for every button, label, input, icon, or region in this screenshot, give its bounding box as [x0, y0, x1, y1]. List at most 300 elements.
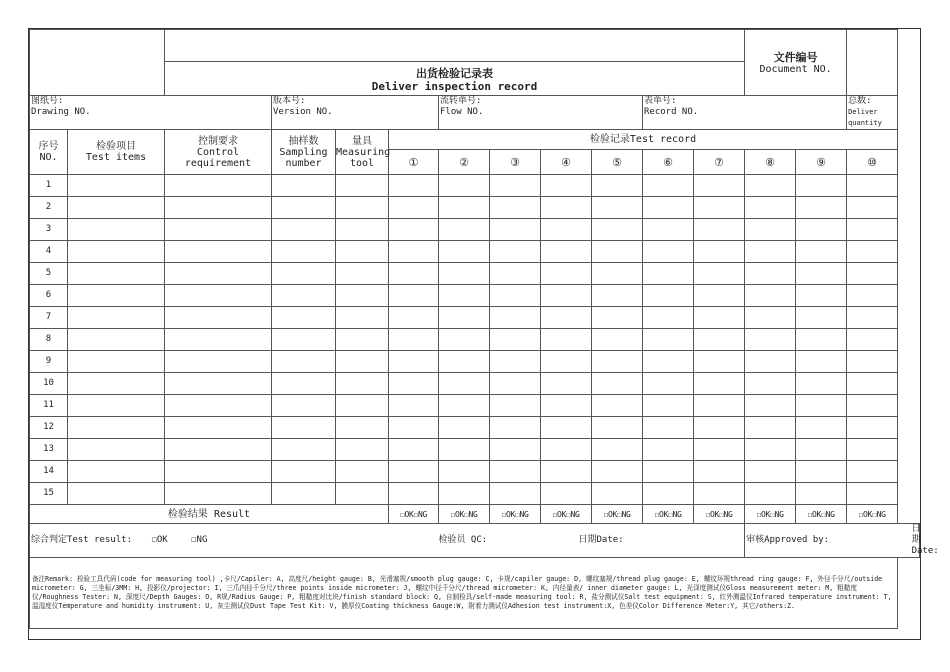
result-row — [30, 505, 920, 524]
table-cell[interactable] — [643, 395, 694, 417]
table-cell[interactable] — [389, 373, 439, 395]
deliver-qty-field[interactable] — [847, 96, 898, 130]
table-cell[interactable] — [165, 241, 272, 263]
table-cell[interactable] — [165, 175, 272, 197]
form-title — [165, 62, 745, 96]
table-cell[interactable] — [165, 439, 272, 461]
result-ok-ng-checkbox[interactable]: ☐OK☐NG — [847, 505, 898, 524]
flow-cn: 流转单号: — [440, 96, 482, 106]
table-cell[interactable] — [847, 373, 898, 395]
table-cell[interactable] — [796, 461, 847, 483]
table-cell[interactable] — [439, 175, 490, 197]
col-seq — [30, 130, 68, 175]
test-result-ok-checkbox[interactable]: ☐OK — [151, 535, 168, 545]
title-en: Deliver inspection record — [371, 80, 538, 93]
table-cell[interactable] — [490, 439, 541, 461]
table-cell[interactable] — [336, 263, 389, 285]
item-en: Test items — [85, 152, 147, 163]
table-cell[interactable] — [439, 219, 490, 241]
table-cell[interactable] — [745, 219, 796, 241]
table-cell[interactable] — [272, 219, 336, 241]
table-cell[interactable] — [796, 351, 847, 373]
title-cn: 出货检验记录表 — [416, 67, 494, 80]
table-cell[interactable] — [592, 373, 643, 395]
table-cell[interactable] — [643, 373, 694, 395]
table-cell[interactable] — [272, 351, 336, 373]
table-cell[interactable] — [439, 197, 490, 219]
result-ok-ng-checkbox[interactable]: ☐OK☐NG — [541, 505, 592, 524]
table-cell[interactable] — [745, 351, 796, 373]
table-row — [30, 263, 920, 285]
table-cell[interactable] — [272, 483, 336, 505]
table-cell[interactable] — [68, 263, 165, 285]
table-cell[interactable] — [165, 285, 272, 307]
table-cell[interactable] — [336, 483, 389, 505]
table-cell[interactable] — [490, 175, 541, 197]
flow-no-field[interactable] — [439, 96, 643, 130]
record-col-8: ⑧ — [745, 150, 796, 175]
table-cell[interactable] — [847, 439, 898, 461]
table-cell[interactable] — [336, 219, 389, 241]
table-cell[interactable] — [694, 373, 745, 395]
table-cell[interactable] — [336, 241, 389, 263]
table-cell[interactable] — [389, 219, 439, 241]
seq-en: NO. — [39, 152, 58, 163]
table-cell[interactable] — [745, 439, 796, 461]
table-cell[interactable] — [694, 439, 745, 461]
table-row — [30, 351, 920, 373]
table-cell[interactable] — [68, 197, 165, 219]
table-cell[interactable] — [796, 219, 847, 241]
table-cell[interactable] — [389, 285, 439, 307]
table-cell[interactable] — [389, 263, 439, 285]
table-cell[interactable] — [694, 219, 745, 241]
table-row — [30, 241, 920, 263]
table-cell[interactable] — [272, 373, 336, 395]
table-row — [30, 439, 920, 461]
table-cell[interactable] — [541, 373, 592, 395]
doc-no-label — [745, 30, 847, 96]
table-cell[interactable] — [336, 439, 389, 461]
table-cell[interactable] — [745, 307, 796, 329]
table-cell[interactable] — [592, 263, 643, 285]
table-cell[interactable] — [490, 307, 541, 329]
drawing-cn: 图纸号: — [31, 96, 64, 106]
table-cell[interactable] — [272, 417, 336, 439]
row-number: 2 — [30, 197, 68, 219]
table-row — [30, 461, 920, 483]
table-cell[interactable] — [439, 307, 490, 329]
table-cell[interactable] — [745, 373, 796, 395]
table-cell[interactable] — [336, 329, 389, 351]
req-cn: 控制要求 — [198, 135, 238, 147]
row-number: 9 — [30, 351, 68, 373]
table-cell[interactable] — [389, 351, 439, 373]
table-cell[interactable] — [745, 417, 796, 439]
table-cell[interactable] — [796, 417, 847, 439]
table-cell[interactable] — [643, 307, 694, 329]
table-cell[interactable] — [389, 307, 439, 329]
table-cell[interactable] — [389, 483, 439, 505]
table-cell[interactable] — [68, 461, 165, 483]
table-row — [30, 219, 920, 241]
table-cell[interactable] — [694, 483, 745, 505]
table-cell[interactable] — [336, 351, 389, 373]
table-cell[interactable] — [336, 285, 389, 307]
row-number: 15 — [30, 483, 68, 505]
table-cell[interactable] — [272, 461, 336, 483]
req-en2: requirement — [184, 157, 252, 169]
table-cell[interactable] — [68, 439, 165, 461]
seq-cn: 序号 — [38, 141, 59, 152]
table-cell[interactable] — [490, 483, 541, 505]
table-cell[interactable] — [694, 285, 745, 307]
table-cell[interactable] — [592, 439, 643, 461]
result-ok-ng-checkbox[interactable]: ☐OK☐NG — [490, 505, 541, 524]
table-cell[interactable] — [439, 351, 490, 373]
table-cell[interactable] — [336, 417, 389, 439]
table-cell[interactable] — [847, 351, 898, 373]
table-cell[interactable] — [592, 197, 643, 219]
item-cn: 检验项目 — [96, 141, 136, 152]
table-cell[interactable] — [272, 263, 336, 285]
table-cell[interactable] — [165, 417, 272, 439]
table-cell[interactable] — [796, 197, 847, 219]
header-top-cell — [165, 30, 745, 62]
table-row — [30, 285, 920, 307]
table-cell[interactable] — [541, 461, 592, 483]
table-cell[interactable] — [336, 395, 389, 417]
table-cell[interactable] — [745, 263, 796, 285]
table-cell[interactable] — [643, 285, 694, 307]
inspection-table — [29, 29, 939, 629]
record-col-3: ③ — [490, 150, 541, 175]
test-result-ng-checkbox[interactable]: ☐NG — [191, 535, 208, 545]
table-cell[interactable] — [541, 351, 592, 373]
col-measuring-tool — [336, 130, 389, 175]
table-cell[interactable] — [694, 263, 745, 285]
table-cell[interactable] — [796, 263, 847, 285]
table-cell[interactable] — [541, 263, 592, 285]
table-cell[interactable] — [541, 175, 592, 197]
table-cell[interactable] — [592, 417, 643, 439]
sample-en2: number — [285, 157, 322, 169]
table-cell[interactable] — [592, 483, 643, 505]
table-cell[interactable] — [592, 175, 643, 197]
table-cell[interactable] — [541, 241, 592, 263]
test-record-header: 检验记录Test record — [389, 130, 898, 150]
row-number: 14 — [30, 461, 68, 483]
row-number: 11 — [30, 395, 68, 417]
result-ok-ng-checkbox[interactable]: ☐OK☐NG — [643, 505, 694, 524]
table-cell[interactable] — [68, 483, 165, 505]
table-cell[interactable] — [439, 439, 490, 461]
table-cell[interactable] — [165, 263, 272, 285]
record-col-7: ⑦ — [694, 150, 745, 175]
table-cell[interactable] — [389, 461, 439, 483]
table-cell[interactable] — [490, 197, 541, 219]
version-no-field[interactable] — [272, 96, 439, 130]
table-row — [30, 307, 920, 329]
result-ok-ng-checkbox[interactable]: ☐OK☐NG — [592, 505, 643, 524]
table-cell[interactable] — [68, 417, 165, 439]
table-cell[interactable] — [439, 263, 490, 285]
table-cell[interactable] — [592, 329, 643, 351]
table-cell[interactable] — [796, 439, 847, 461]
table-cell[interactable] — [745, 241, 796, 263]
table-cell[interactable] — [439, 395, 490, 417]
table-cell[interactable] — [796, 307, 847, 329]
table-cell[interactable] — [272, 197, 336, 219]
inspector-cell[interactable] — [439, 524, 541, 558]
table-cell[interactable] — [643, 263, 694, 285]
table-cell[interactable] — [272, 241, 336, 263]
record-no-field[interactable] — [643, 96, 847, 130]
row-number: 13 — [30, 439, 68, 461]
table-cell[interactable] — [592, 219, 643, 241]
table-cell[interactable] — [490, 219, 541, 241]
table-cell[interactable] — [643, 439, 694, 461]
table-cell[interactable] — [847, 329, 898, 351]
result-ok-ng-checkbox[interactable]: ☐OK☐NG — [389, 505, 439, 524]
result-ok-ng-checkbox[interactable]: ☐OK☐NG — [745, 505, 796, 524]
row-number: 1 — [30, 175, 68, 197]
table-cell[interactable] — [796, 241, 847, 263]
table-row — [30, 395, 920, 417]
table-cell[interactable] — [796, 373, 847, 395]
table-cell[interactable] — [389, 241, 439, 263]
table-cell[interactable] — [68, 175, 165, 197]
result-label: 检验结果 Result — [30, 505, 389, 524]
table-cell[interactable] — [847, 197, 898, 219]
table-cell[interactable] — [490, 417, 541, 439]
version-cn: 版本号: — [273, 96, 306, 106]
table-cell[interactable] — [847, 417, 898, 439]
table-cell[interactable] — [272, 329, 336, 351]
table-row — [30, 373, 920, 395]
table-cell[interactable] — [643, 461, 694, 483]
table-cell[interactable] — [847, 483, 898, 505]
table-cell[interactable] — [592, 351, 643, 373]
record-en: Record NO. — [644, 107, 699, 117]
table-cell[interactable] — [336, 175, 389, 197]
table-cell[interactable] — [541, 307, 592, 329]
table-cell[interactable] — [272, 395, 336, 417]
table-cell[interactable] — [745, 461, 796, 483]
table-cell[interactable] — [541, 395, 592, 417]
table-cell[interactable] — [694, 307, 745, 329]
record-cn: 表单号: — [644, 96, 677, 106]
table-cell[interactable] — [439, 461, 490, 483]
table-cell[interactable] — [439, 373, 490, 395]
table-cell[interactable] — [592, 461, 643, 483]
row-number: 6 — [30, 285, 68, 307]
table-cell[interactable] — [694, 241, 745, 263]
table-cell[interactable] — [165, 395, 272, 417]
table-cell[interactable] — [490, 329, 541, 351]
approved-label: 审核Approved by: — [746, 535, 830, 545]
table-cell[interactable] — [490, 461, 541, 483]
table-cell[interactable] — [643, 175, 694, 197]
table-cell[interactable] — [745, 285, 796, 307]
table-cell[interactable] — [694, 175, 745, 197]
table-cell[interactable] — [694, 351, 745, 373]
date2-cell[interactable] — [898, 524, 939, 558]
table-cell[interactable] — [796, 285, 847, 307]
drawing-no-field[interactable] — [30, 96, 272, 130]
table-cell[interactable] — [336, 197, 389, 219]
table-cell[interactable] — [541, 285, 592, 307]
result-ok-ng-checkbox[interactable]: ☐OK☐NG — [439, 505, 490, 524]
table-cell[interactable] — [592, 395, 643, 417]
col-test-items — [68, 130, 165, 175]
table-cell[interactable] — [272, 307, 336, 329]
table-cell[interactable] — [541, 197, 592, 219]
sample-en1: Sampling — [279, 146, 328, 158]
table-cell[interactable] — [439, 417, 490, 439]
table-cell[interactable] — [336, 461, 389, 483]
record-col-10: ⑩ — [847, 150, 898, 175]
table-cell[interactable] — [694, 417, 745, 439]
table-cell[interactable] — [490, 351, 541, 373]
doc-no-value[interactable] — [847, 30, 898, 96]
table-cell[interactable] — [272, 439, 336, 461]
record-col-9: ⑨ — [796, 150, 847, 175]
table-cell[interactable] — [643, 417, 694, 439]
table-cell[interactable] — [592, 307, 643, 329]
test-result-cell — [30, 524, 439, 558]
table-cell[interactable] — [336, 307, 389, 329]
table-cell[interactable] — [847, 175, 898, 197]
table-cell[interactable] — [389, 395, 439, 417]
result-ok-ng-checkbox[interactable]: ☐OK☐NG — [796, 505, 847, 524]
table-cell[interactable] — [389, 197, 439, 219]
col-sampling — [272, 130, 336, 175]
table-cell[interactable] — [796, 329, 847, 351]
table-cell[interactable] — [165, 307, 272, 329]
table-cell[interactable] — [643, 219, 694, 241]
date2-label: 日期Date: — [911, 524, 939, 556]
table-cell[interactable] — [643, 329, 694, 351]
table-cell[interactable] — [490, 395, 541, 417]
table-cell[interactable] — [541, 219, 592, 241]
table-cell[interactable] — [643, 351, 694, 373]
table-cell[interactable] — [847, 285, 898, 307]
table-cell[interactable] — [592, 285, 643, 307]
table-cell[interactable] — [490, 263, 541, 285]
table-cell[interactable] — [541, 329, 592, 351]
table-cell[interactable] — [745, 175, 796, 197]
table-cell[interactable] — [389, 417, 439, 439]
table-cell[interactable] — [165, 351, 272, 373]
doc-no-cn: 文件编号 — [773, 50, 818, 64]
table-cell[interactable] — [745, 329, 796, 351]
table-cell[interactable] — [643, 483, 694, 505]
table-cell[interactable] — [643, 241, 694, 263]
table-cell[interactable] — [68, 329, 165, 351]
table-cell[interactable] — [796, 395, 847, 417]
table-cell[interactable] — [490, 285, 541, 307]
table-row — [30, 197, 920, 219]
record-col-1: ① — [389, 150, 439, 175]
footer-row — [30, 524, 920, 558]
date1-cell[interactable] — [541, 524, 745, 558]
table-cell[interactable] — [439, 285, 490, 307]
inspection-form — [28, 28, 939, 640]
table-cell[interactable] — [745, 483, 796, 505]
logo-cell — [30, 30, 165, 96]
table-cell[interactable] — [389, 175, 439, 197]
table-cell[interactable] — [165, 329, 272, 351]
table-cell[interactable] — [541, 439, 592, 461]
table-cell[interactable] — [490, 373, 541, 395]
table-cell[interactable] — [68, 285, 165, 307]
table-cell[interactable] — [68, 241, 165, 263]
row-number: 3 — [30, 219, 68, 241]
table-cell[interactable] — [592, 241, 643, 263]
total-cn: 总数: — [848, 96, 872, 106]
date1-label: 日期Date: — [578, 535, 624, 545]
table-cell[interactable] — [272, 175, 336, 197]
table-cell[interactable] — [694, 461, 745, 483]
table-cell[interactable] — [68, 395, 165, 417]
table-cell[interactable] — [68, 351, 165, 373]
table-cell[interactable] — [439, 483, 490, 505]
result-ok-ng-checkbox[interactable]: ☐OK☐NG — [694, 505, 745, 524]
data-rows — [30, 175, 920, 505]
table-cell[interactable] — [68, 219, 165, 241]
table-cell[interactable] — [389, 329, 439, 351]
table-cell[interactable] — [439, 241, 490, 263]
table-cell[interactable] — [694, 197, 745, 219]
table-cell[interactable] — [165, 219, 272, 241]
table-cell[interactable] — [336, 373, 389, 395]
table-cell[interactable] — [643, 197, 694, 219]
approved-cell[interactable] — [745, 524, 898, 558]
table-cell[interactable] — [165, 461, 272, 483]
table-cell[interactable] — [490, 241, 541, 263]
table-cell[interactable] — [165, 373, 272, 395]
table-cell[interactable] — [847, 219, 898, 241]
table-cell[interactable] — [847, 307, 898, 329]
table-cell[interactable] — [694, 329, 745, 351]
table-cell[interactable] — [389, 439, 439, 461]
table-cell[interactable] — [745, 197, 796, 219]
table-cell[interactable] — [694, 395, 745, 417]
table-cell[interactable] — [847, 263, 898, 285]
table-cell[interactable] — [847, 461, 898, 483]
table-cell[interactable] — [272, 285, 336, 307]
table-cell[interactable] — [796, 175, 847, 197]
table-cell[interactable] — [541, 417, 592, 439]
table-cell[interactable] — [165, 197, 272, 219]
table-cell[interactable] — [68, 307, 165, 329]
table-cell[interactable] — [847, 395, 898, 417]
record-col-4: ④ — [541, 150, 592, 175]
table-cell[interactable] — [847, 241, 898, 263]
table-cell[interactable] — [165, 483, 272, 505]
table-cell[interactable] — [541, 483, 592, 505]
table-cell[interactable] — [68, 373, 165, 395]
table-cell[interactable] — [439, 329, 490, 351]
tool-cn: 量具 — [352, 135, 372, 147]
inspector-label: 检验员 QC: — [438, 535, 488, 545]
table-cell[interactable] — [745, 395, 796, 417]
table-cell[interactable] — [796, 483, 847, 505]
row-number: 4 — [30, 241, 68, 263]
row-number: 12 — [30, 417, 68, 439]
row-number: 10 — [30, 373, 68, 395]
